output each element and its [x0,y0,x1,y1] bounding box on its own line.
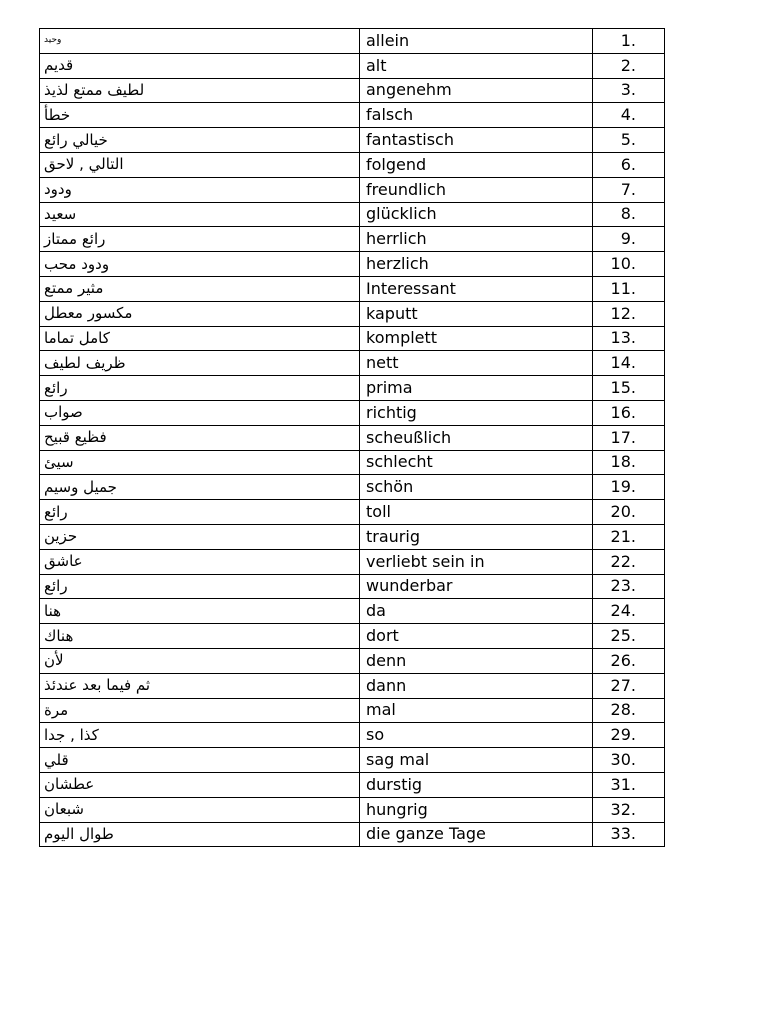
table-row [40,376,665,401]
table-row [40,425,665,450]
vocabulary-table [39,28,665,847]
row-number-cell: 28. [593,698,665,723]
arabic-meaning-cell: لأن [40,648,360,673]
arabic-meaning-cell: خطأ [40,103,360,128]
arabic-meaning-cell: عطشان [40,772,360,797]
row-number-cell: 18. [593,450,665,475]
row-number-cell: 21. [593,524,665,549]
arabic-meaning-cell: رائع [40,574,360,599]
table-row [40,276,665,301]
table-row [40,450,665,475]
german-word-cell: richtig [360,400,593,425]
arabic-meaning-cell: صواب [40,400,360,425]
table-row [40,624,665,649]
table-row [40,500,665,525]
german-word-cell: hungrig [360,797,593,822]
arabic-meaning-cell: وحيد [40,29,360,54]
german-word-cell: dort [360,624,593,649]
table-row [40,723,665,748]
row-number-cell: 15. [593,376,665,401]
arabic-meaning-cell: ودود [40,177,360,202]
arabic-meaning-cell: التالي , لاحق [40,152,360,177]
row-number-cell: 33. [593,822,665,847]
german-word-cell: denn [360,648,593,673]
row-number-cell: 10. [593,252,665,277]
table-row [40,772,665,797]
arabic-meaning-cell: ثم فيما بعد عندئذ [40,673,360,698]
german-word-cell: schlecht [360,450,593,475]
row-number-cell: 12. [593,301,665,326]
german-word-cell: nett [360,351,593,376]
table-row [40,252,665,277]
table-row [40,822,665,847]
table-row [40,53,665,78]
german-word-cell: da [360,599,593,624]
row-number-cell: 23. [593,574,665,599]
german-word-cell: wunderbar [360,574,593,599]
arabic-meaning-cell: رائع [40,376,360,401]
row-number-cell: 17. [593,425,665,450]
table-row [40,301,665,326]
arabic-meaning-cell: قديم [40,53,360,78]
german-word-cell: mal [360,698,593,723]
row-number-cell: 26. [593,648,665,673]
row-number-cell: 30. [593,748,665,773]
row-number-cell: 13. [593,326,665,351]
row-number-cell: 25. [593,624,665,649]
table-row [40,202,665,227]
arabic-meaning-cell: كامل تماما [40,326,360,351]
table-row [40,78,665,103]
german-word-cell: allein [360,29,593,54]
table-row [40,748,665,773]
table-row [40,475,665,500]
row-number-cell: 24. [593,599,665,624]
arabic-meaning-cell: جميل وسيم [40,475,360,500]
row-number-cell: 27. [593,673,665,698]
row-number-cell: 20. [593,500,665,525]
table-row [40,599,665,624]
arabic-meaning-cell: سعيد [40,202,360,227]
german-word-cell: dann [360,673,593,698]
german-word-cell: komplett [360,326,593,351]
row-number-cell: 5. [593,128,665,153]
german-word-cell: scheußlich [360,425,593,450]
arabic-meaning-cell: لطيف ممتع لذيذ [40,78,360,103]
arabic-meaning-cell: ظريف لطيف [40,351,360,376]
german-word-cell: traurig [360,524,593,549]
row-number-cell: 11. [593,276,665,301]
german-word-cell: freundlich [360,177,593,202]
table-row [40,128,665,153]
arabic-meaning-cell: سيئ [40,450,360,475]
german-word-cell: so [360,723,593,748]
table-row [40,227,665,252]
arabic-meaning-cell: هنا [40,599,360,624]
german-word-cell: prima [360,376,593,401]
row-number-cell: 9. [593,227,665,252]
german-word-cell: toll [360,500,593,525]
arabic-meaning-cell: مثير ممتع [40,276,360,301]
german-word-cell: angenehm [360,78,593,103]
arabic-meaning-cell: رائع [40,500,360,525]
german-word-cell: durstig [360,772,593,797]
table-row [40,326,665,351]
table-row [40,29,665,54]
row-number-cell: 1. [593,29,665,54]
german-word-cell: schön [360,475,593,500]
table-row [40,400,665,425]
row-number-cell: 19. [593,475,665,500]
table-row [40,152,665,177]
row-number-cell: 7. [593,177,665,202]
german-word-cell: verliebt sein in [360,549,593,574]
row-number-cell: 22. [593,549,665,574]
table-row [40,797,665,822]
arabic-meaning-cell: قلي [40,748,360,773]
german-word-cell: folgend [360,152,593,177]
row-number-cell: 3. [593,78,665,103]
arabic-meaning-cell: رائع ممتاز [40,227,360,252]
row-number-cell: 31. [593,772,665,797]
row-number-cell: 29. [593,723,665,748]
german-word-cell: falsch [360,103,593,128]
table-row [40,673,665,698]
german-word-cell: die ganze Tage [360,822,593,847]
table-row [40,524,665,549]
german-word-cell: Interessant [360,276,593,301]
row-number-cell: 16. [593,400,665,425]
row-number-cell: 14. [593,351,665,376]
arabic-meaning-cell: مرة [40,698,360,723]
table-row [40,351,665,376]
row-number-cell: 2. [593,53,665,78]
vocabulary-table-body [40,29,665,847]
arabic-meaning-cell: خيالي رائع [40,128,360,153]
arabic-meaning-cell: طوال اليوم [40,822,360,847]
arabic-meaning-cell: ودود محب [40,252,360,277]
german-word-cell: glücklich [360,202,593,227]
arabic-meaning-cell: كذا , جدا [40,723,360,748]
arabic-meaning-cell: فظيع قبيح [40,425,360,450]
german-word-cell: fantastisch [360,128,593,153]
row-number-cell: 6. [593,152,665,177]
arabic-meaning-cell: حزين [40,524,360,549]
table-row [40,648,665,673]
arabic-meaning-cell: شبعان [40,797,360,822]
row-number-cell: 4. [593,103,665,128]
german-word-cell: herrlich [360,227,593,252]
german-word-cell: sag mal [360,748,593,773]
table-row [40,574,665,599]
arabic-meaning-cell: مكسور معطل [40,301,360,326]
arabic-meaning-cell: هناك [40,624,360,649]
german-word-cell: herzlich [360,252,593,277]
row-number-cell: 8. [593,202,665,227]
table-row [40,549,665,574]
row-number-cell: 32. [593,797,665,822]
table-row [40,103,665,128]
table-row [40,698,665,723]
german-word-cell: alt [360,53,593,78]
german-word-cell: kaputt [360,301,593,326]
arabic-meaning-cell: عاشق [40,549,360,574]
table-row [40,177,665,202]
